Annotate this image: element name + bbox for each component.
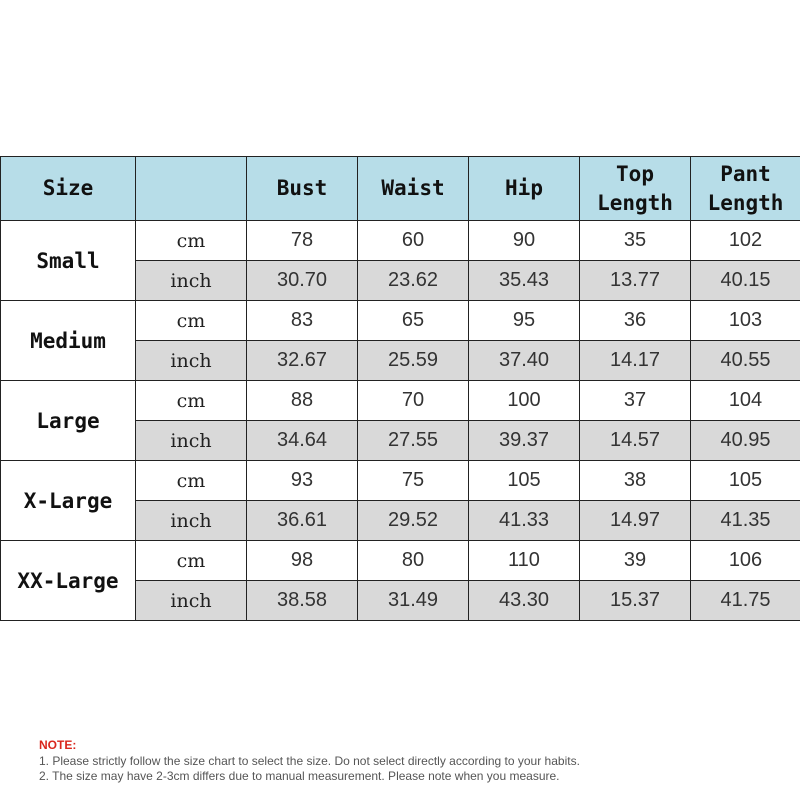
measurement-cell: 34.64 xyxy=(247,421,358,461)
header-pant-length xyxy=(691,157,800,221)
measurement-cell: 37.40 xyxy=(469,341,580,381)
measurement-cell: 78 xyxy=(247,221,358,261)
measurement-cell: 103 xyxy=(691,301,800,341)
measurement-cell: 32.67 xyxy=(247,341,358,381)
note-title: NOTE: xyxy=(39,738,77,752)
measurement-cell: 39 xyxy=(580,541,691,581)
header-bust xyxy=(247,157,358,221)
unit-label: inch xyxy=(136,421,247,461)
measurement-cell: 29.52 xyxy=(358,501,469,541)
table-row-cm xyxy=(1,221,800,261)
header-unit xyxy=(136,157,247,221)
unit-label: inch xyxy=(136,581,247,621)
measurement-cell: 100 xyxy=(469,381,580,421)
measurement-cell: 36.61 xyxy=(247,501,358,541)
unit-label: cm xyxy=(136,541,247,581)
note-line-2: 2. The size may have 2-3cm differs due to manual measurement. Please note when you measure. xyxy=(39,769,560,783)
measurement-cell: 75 xyxy=(358,461,469,501)
unit-label: cm xyxy=(136,381,247,421)
measurement-cell: 35 xyxy=(580,221,691,261)
measurement-cell: 104 xyxy=(691,381,800,421)
measurement-cell: 83 xyxy=(247,301,358,341)
measurement-cell: 80 xyxy=(358,541,469,581)
measurement-cell: 43.30 xyxy=(469,581,580,621)
measurement-cell: 36 xyxy=(580,301,691,341)
note-line-1: 1. Please strictly follow the size chart to select the size. Do not select directly according to your habits. xyxy=(39,753,580,768)
measurement-cell: 14.57 xyxy=(580,421,691,461)
header-row xyxy=(1,157,800,221)
measurement-cell: 60 xyxy=(358,221,469,261)
header-text: Pant xyxy=(720,161,771,186)
measurement-cell: 106 xyxy=(691,541,800,581)
table-row-cm xyxy=(1,541,800,581)
unit-label: cm xyxy=(136,301,247,341)
measurement-cell: 38 xyxy=(580,461,691,501)
table-body xyxy=(1,221,800,621)
measurement-cell: 31.49 xyxy=(358,581,469,621)
measurement-cell: 102 xyxy=(691,221,800,261)
measurement-cell: 40.15 xyxy=(691,261,800,301)
header-size xyxy=(1,157,136,221)
unit-label: inch xyxy=(136,501,247,541)
header-waist xyxy=(358,157,469,221)
measurement-cell: 41.33 xyxy=(469,501,580,541)
size-label: Medium xyxy=(1,301,136,381)
measurement-cell: 38.58 xyxy=(247,581,358,621)
header-text: Hip xyxy=(505,176,543,200)
measurement-cell: 90 xyxy=(469,221,580,261)
header-text: Waist xyxy=(381,176,445,200)
measurement-cell: 37 xyxy=(580,381,691,421)
size-label: X-Large xyxy=(1,461,136,541)
measurement-cell: 65 xyxy=(358,301,469,341)
measurement-cell: 15.37 xyxy=(580,581,691,621)
measurement-cell: 35.43 xyxy=(469,261,580,301)
size-label: Large xyxy=(1,381,136,461)
measurement-cell: 41.75 xyxy=(691,581,800,621)
unit-label: cm xyxy=(136,461,247,501)
measurement-cell: 110 xyxy=(469,541,580,581)
measurement-cell: 95 xyxy=(469,301,580,341)
unit-label: cm xyxy=(136,221,247,261)
measurement-cell: 39.37 xyxy=(469,421,580,461)
header-hip xyxy=(469,157,580,221)
table-row-cm xyxy=(1,301,800,341)
measurement-cell: 25.59 xyxy=(358,341,469,381)
header-text: Bust xyxy=(276,176,328,200)
measurement-cell: 13.77 xyxy=(580,261,691,301)
header-text: Size xyxy=(42,176,94,200)
header-text: Length xyxy=(597,190,673,215)
measurement-cell: 14.97 xyxy=(580,501,691,541)
measurement-cell: 105 xyxy=(691,461,800,501)
header-text: Top xyxy=(616,161,654,186)
unit-label: inch xyxy=(136,261,247,301)
note-section xyxy=(39,738,779,785)
measurement-cell: 88 xyxy=(247,381,358,421)
measurement-cell: 98 xyxy=(247,541,358,581)
table-row-cm xyxy=(1,461,800,501)
measurement-cell: 105 xyxy=(469,461,580,501)
unit-label: inch xyxy=(136,341,247,381)
table-row-cm xyxy=(1,381,800,421)
measurement-cell: 30.70 xyxy=(247,261,358,301)
measurement-cell: 70 xyxy=(358,381,469,421)
measurement-cell: 40.95 xyxy=(691,421,800,461)
header-text: Length xyxy=(707,190,784,215)
measurement-cell: 14.17 xyxy=(580,341,691,381)
measurement-cell: 41.35 xyxy=(691,501,800,541)
measurement-cell: 93 xyxy=(247,461,358,501)
measurement-cell: 23.62 xyxy=(358,261,469,301)
measurement-cell: 27.55 xyxy=(358,421,469,461)
header-top-length xyxy=(580,157,691,221)
size-label: Small xyxy=(1,221,136,301)
size-chart-table xyxy=(0,156,800,621)
measurement-cell: 40.55 xyxy=(691,341,800,381)
size-label: XX-Large xyxy=(1,541,136,621)
